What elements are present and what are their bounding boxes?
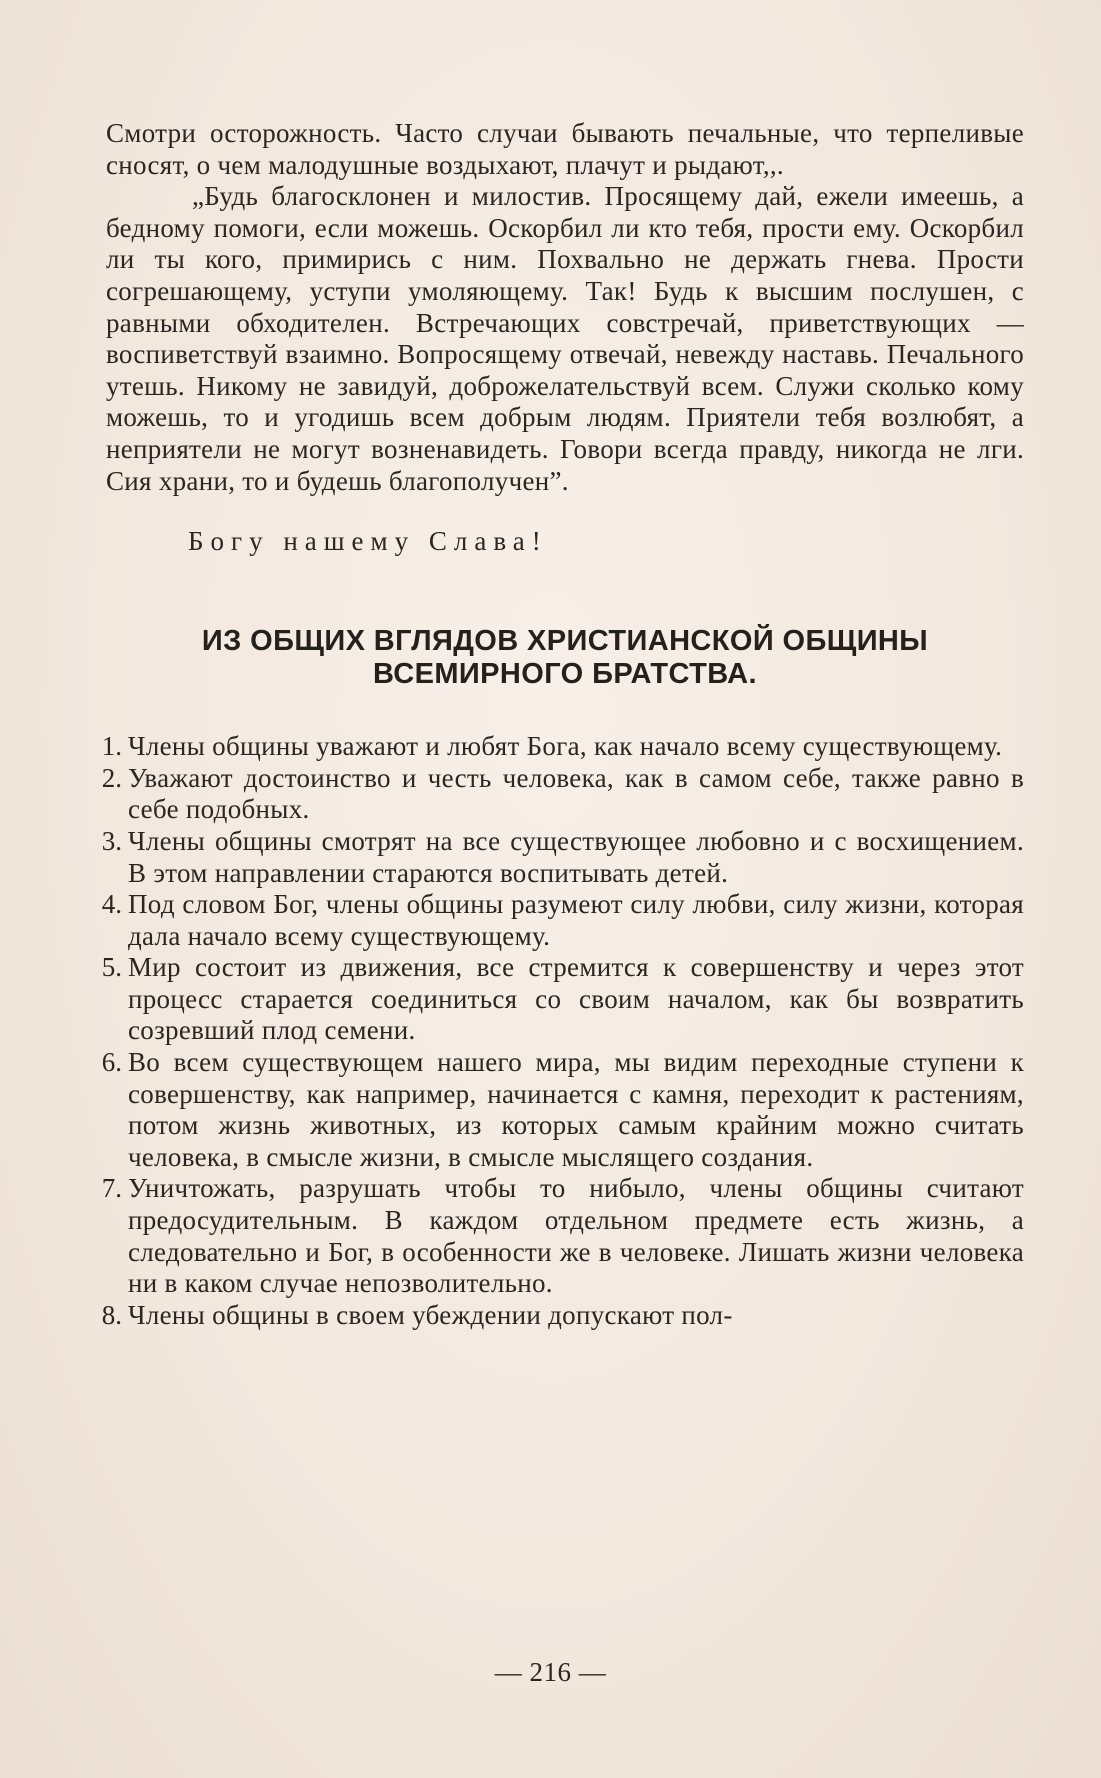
item-text: Члены общины уважают и любят Бога, как начало всему существующему. (128, 731, 1003, 762)
list-item (101, 1173, 1024, 1299)
closing-line: Богу нашему Слава! (188, 526, 548, 557)
principles-list (101, 731, 1024, 1331)
item-text: Мир состоит из движения, все стремится к совершенству и через этот процесс старается соединиться со своим началом, как бы возвратить созревший плод семени. (128, 952, 1024, 1046)
list-item (101, 731, 1024, 763)
heading-line-2: ВСЕМИРНОГО БРАТСТВА. (373, 658, 757, 691)
item-number: 4. (101, 889, 122, 920)
list-item (101, 1047, 1024, 1173)
item-text: Уважают достоинство и честь человека, как в самом себе, также равно в себе подобных. (128, 762, 1024, 825)
item-number: 3. (101, 825, 122, 856)
list-item (101, 952, 1024, 1047)
page-number: — 216 — (494, 1657, 607, 1687)
item-text: Под словом Бог, члены общины разумеют силу любви, силу жизни, которая дала начало всему существующему. (128, 889, 1024, 951)
paragraph-1: Смотри осторожность. Часто случаи бывають печальные, что терпеливые сносят, о чем малодушные воздыхают, плачут и рыдают,,. (106, 118, 1024, 180)
item-number: 5. (101, 952, 122, 983)
item-text: Уничтожать, разрушать чтобы то нибыло, члены общины считают предосудительным. В каждом отдельном предмете есть жизнь, а следовательно и Бог, в особенности же в человеке. Лишать жизни человека ни в каком случае непозволительно. (128, 1173, 1024, 1299)
item-text: Члены общины в своем убеждении допускают пол- (128, 1299, 733, 1330)
list-item (101, 1299, 1024, 1332)
section-heading (106, 625, 1024, 691)
item-number: 6. (101, 1047, 122, 1078)
list-item (101, 825, 1024, 889)
item-text: Во всем существующем нашего мира, мы видим переходные ступени к совершенству, как например, начинается с камня, переходит к растениям, потом жизнь животных, из которых самым крайним можно считать человека, в смысле жизни, в смысле мыслящего создания. (128, 1047, 1024, 1172)
item-number: 2. (101, 762, 122, 793)
list-item (101, 762, 1024, 826)
heading-line-1: ИЗ ОБЩИХ ВГЛЯДОВ ХРИСТИАНСКОЙ ОБЩИНЫ (201, 625, 929, 658)
item-number: 7. (101, 1173, 122, 1204)
paragraph-2: „Будь благосклонен и милостив. Просящему дай, ежели имеешь, а бедному помоги, если можешь. Оскорбил ли кто тебя, прости ему. Оскорбил ли ты кого, примирись с ним. Похвально не держать гнева. Прости согрешающему, уступи умоляющему. Так! Будь к высшим послушен, с равными обходителен. Встречающих совстречай, приветствующих — воспиветствуй взаимно. Вопросящему отвечай, невежду наставь. Печального утешь. Никому не завидуй, доброжелательствуй всем. Служи сколько кому можешь, то и угодишь всем добрым людям. Приятели тебя возлюбят, а неприятели не могут возненавидеть. Говори всегда правду, никогда не лги. Сия храни, то и будешь благополучен”. (106, 181, 1024, 496)
item-text: Члены общины смотрят на все существующее любовно и с восхищением. В этом направлении стараются воспитывать детей. (128, 825, 1024, 888)
item-number: 1. (101, 731, 122, 762)
item-number: 8. (101, 1299, 122, 1330)
page-body (101, 118, 1024, 1331)
list-item (101, 889, 1024, 952)
